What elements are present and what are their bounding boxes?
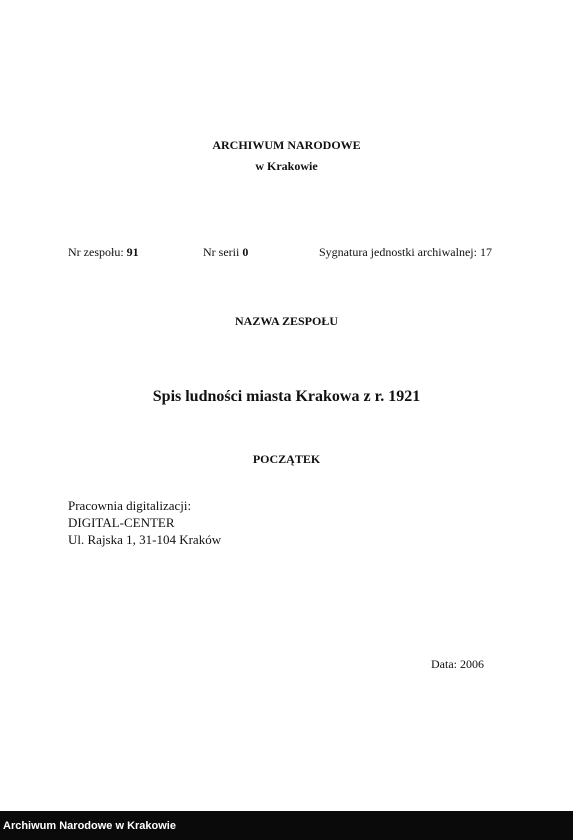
footer-text: Archiwum Narodowe w Krakowie — [3, 820, 176, 832]
footer-bar — [0, 811, 573, 840]
series-number — [203, 245, 248, 260]
studio-line-2: DIGITAL-CENTER — [68, 515, 175, 530]
archival-unit-signature: Sygnatura jednostki archiwalnej: 17 — [319, 245, 492, 259]
archive-city: w Krakowie — [255, 159, 318, 173]
fonds-name-label: NAZWA ZESPOŁU — [234, 314, 339, 328]
series-number-value: 0 — [242, 245, 249, 259]
archive-name: ARCHIWUM NARODOWE — [212, 138, 361, 152]
start-marker: POCZĄTEK — [252, 452, 321, 466]
document-date: Data: 2006 — [431, 657, 484, 671]
digitization-studio — [68, 497, 221, 548]
studio-line-3: Ul. Rajska 1, 31-104 Kraków — [68, 532, 222, 547]
fonds-number — [68, 245, 139, 260]
studio-line-1: Pracownia digitalizacji: — [68, 498, 192, 513]
document-title: Spis ludności miasta Krakowa z r. 1921 — [152, 388, 421, 405]
fonds-number-label: Nr zespołu: — [68, 245, 127, 259]
fonds-number-value: 91 — [126, 245, 139, 259]
series-number-label: Nr serii — [203, 245, 243, 259]
